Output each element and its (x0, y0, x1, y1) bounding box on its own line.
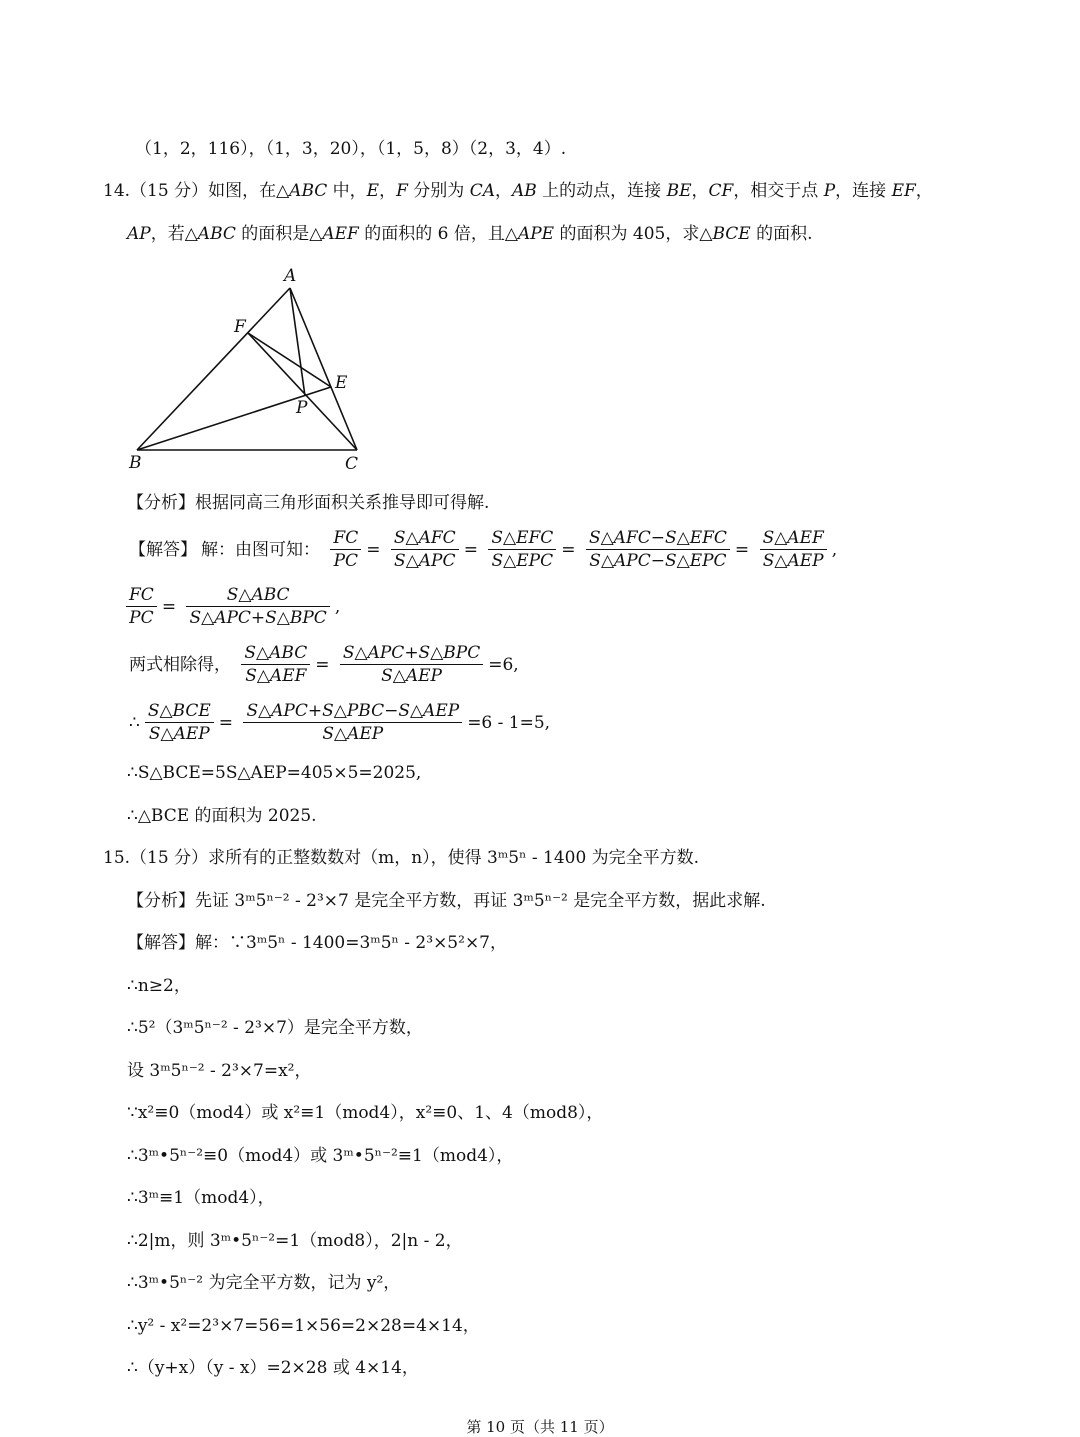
fraction (241, 645, 310, 685)
den: PC (129, 608, 154, 628)
text: ，连接 (835, 181, 892, 201)
answer-15-line4: 设 3ᵐ5ⁿ⁻² - 2³×7=x²， (127, 1061, 312, 1081)
label-E: E (335, 373, 348, 393)
fraction (340, 645, 483, 685)
num: S△AFC (391, 530, 459, 550)
var: APE (517, 224, 555, 244)
var: ABC (289, 181, 328, 201)
text: 分别为 (407, 181, 470, 201)
var: EF (891, 181, 916, 201)
text: ， (379, 181, 397, 201)
text: 如图，在△ (208, 181, 290, 201)
answer-14-line5: ∴S△BCE=5S△AEP=405×5=2025, (127, 763, 422, 783)
text: 上的动点，连接 (536, 181, 667, 201)
answer-15-line7: ∴3ᵐ≡1（mod4）， (127, 1188, 275, 1208)
den: S△AEP (322, 724, 384, 744)
num: S△APC+S△BPC (340, 645, 483, 665)
num: S△BCE (145, 703, 214, 723)
segment-EF (248, 333, 331, 387)
answer-15-line6: ∴3ᵐ•5ⁿ⁻²≡0（mod4）或 3ᵐ•5ⁿ⁻²≡1（mod4）， (127, 1146, 514, 1166)
fraction (330, 530, 361, 570)
var: BCE (712, 224, 751, 244)
text: 的面积为 405，求△ (554, 224, 713, 244)
punct: , (831, 539, 838, 560)
eq: = (734, 539, 750, 560)
den: PC (333, 551, 359, 571)
fraction (126, 587, 157, 627)
answer-14-line6: ∴△BCE 的面积为 2025. (127, 806, 317, 826)
den: S△APC−S△EPC (589, 551, 727, 571)
eq: = (161, 596, 177, 617)
den: S△AEP (381, 666, 442, 686)
text: ，若△ (150, 224, 198, 244)
var: AB (512, 181, 537, 201)
num: S△EFC (488, 530, 556, 550)
answer-15-line5: ∵x²≡0（mod4）或 x²≡1（mod4），x²≡0、1、4（mod8）， (127, 1103, 604, 1123)
text: ，相交于点 (733, 181, 824, 201)
den: S△APC+S△BPC (189, 608, 327, 628)
den: S△EPC (491, 551, 554, 571)
answer-14-formula2 (123, 587, 342, 627)
eq: = (561, 539, 576, 560)
label-F: F (234, 317, 246, 337)
label-A: A (284, 266, 297, 286)
segment-AC (290, 288, 357, 450)
var: CA (469, 181, 495, 201)
punct: , (334, 596, 341, 617)
num: S△AFC−S△EFC (586, 530, 730, 550)
num: S△ABC (241, 645, 310, 665)
label-P: P (296, 398, 308, 418)
var: CF (708, 181, 734, 201)
var: AEF (322, 224, 359, 244)
therefore: ∴ (129, 712, 140, 733)
analysis-text: 根据同高三角形面积关系推导即可得解. (195, 493, 490, 513)
var: ABC (197, 224, 236, 244)
var: P (823, 181, 836, 201)
label-B: B (129, 453, 142, 473)
den: S△AEP (762, 551, 824, 571)
answer-tag: 【解答】 (129, 539, 197, 560)
answer-15-line2: ∴n≥2， (127, 976, 191, 996)
punct: =6 - 1=5, (467, 712, 551, 733)
var: BE (666, 181, 692, 201)
continued-answer-line: （1，2，116），（1，3，20），（1，5，8）（2，3，4）. (135, 139, 567, 159)
fraction (186, 587, 329, 627)
answer-14-formula4 (127, 703, 552, 743)
analysis-14 (127, 495, 489, 512)
answer-15-line9: ∴3ᵐ•5ⁿ⁻² 为完全平方数，记为 y²， (127, 1273, 401, 1293)
text: ， (915, 181, 933, 201)
eq: = (218, 712, 234, 733)
text: ， (691, 181, 709, 201)
text: ， (495, 181, 512, 201)
text: 的面积是△ (235, 224, 323, 244)
num: FC (330, 530, 361, 550)
num: S△AEF (760, 530, 827, 550)
fraction (488, 530, 556, 570)
den: S△APC (394, 551, 456, 571)
answer-15-line8: ∴2|m，则 3ᵐ•5ⁿ⁻²=1（mod8），2|n - 2， (127, 1231, 463, 1251)
fraction (586, 530, 730, 570)
page-footer: 第 10 页（共 11 页） (466, 1418, 614, 1436)
text: 的面积. (750, 224, 813, 244)
num: S△ABC (186, 587, 329, 607)
problem-score: （15 分） (130, 181, 209, 201)
answer-intro: 解：由图可知： (201, 539, 320, 560)
eq: = (315, 654, 330, 675)
num: FC (126, 587, 157, 607)
var: F (396, 181, 408, 201)
answer-14-formula3 (127, 645, 521, 685)
var: AP (127, 224, 151, 244)
text: 两式相除得， (129, 654, 231, 675)
punct: =6, (488, 654, 519, 675)
num: S△APC+S△PBC−S△AEP (243, 703, 462, 723)
fraction (391, 530, 459, 570)
analysis-tag: 【分析】 (127, 493, 195, 513)
fraction (760, 530, 827, 570)
answer-15-line11: ∴（y+x）（y - x）=2×28 或 4×14， (127, 1358, 419, 1378)
text: 中， (327, 181, 367, 201)
text: 的面积的 6 倍，且△ (358, 224, 518, 244)
eq: = (463, 539, 478, 560)
den: S△AEP (148, 724, 210, 744)
eq: = (366, 539, 381, 560)
analysis-15: 【分析】先证 3ᵐ5ⁿ⁻² - 2³×7 是完全平方数，再证 3ᵐ5ⁿ⁻² 是完全平方数，据此求解. (127, 891, 766, 911)
problem-number: 14. (103, 181, 131, 201)
answer-15-line1: 【解答】解：∵3ᵐ5ⁿ - 1400=3ᵐ5ⁿ - 2³×5²×7， (127, 933, 508, 953)
var: E (366, 181, 380, 201)
label-C: C (345, 454, 359, 474)
problem-15-stem: 15.（15 分）求所有的正整数数对（m，n），使得 3ᵐ5ⁿ - 1400 为完全平方数. (103, 848, 700, 868)
fraction (145, 703, 214, 743)
answer-15-line10: ∴y² - x²=2³×7=56=1×56=2×28=4×14， (127, 1316, 480, 1336)
answer-15-line3: ∴5²（3ᵐ5ⁿ⁻² - 2³×7）是完全平方数， (127, 1018, 423, 1038)
answer-14-formula1 (127, 530, 839, 570)
fraction (243, 703, 462, 743)
den: S△AEF (245, 666, 307, 686)
